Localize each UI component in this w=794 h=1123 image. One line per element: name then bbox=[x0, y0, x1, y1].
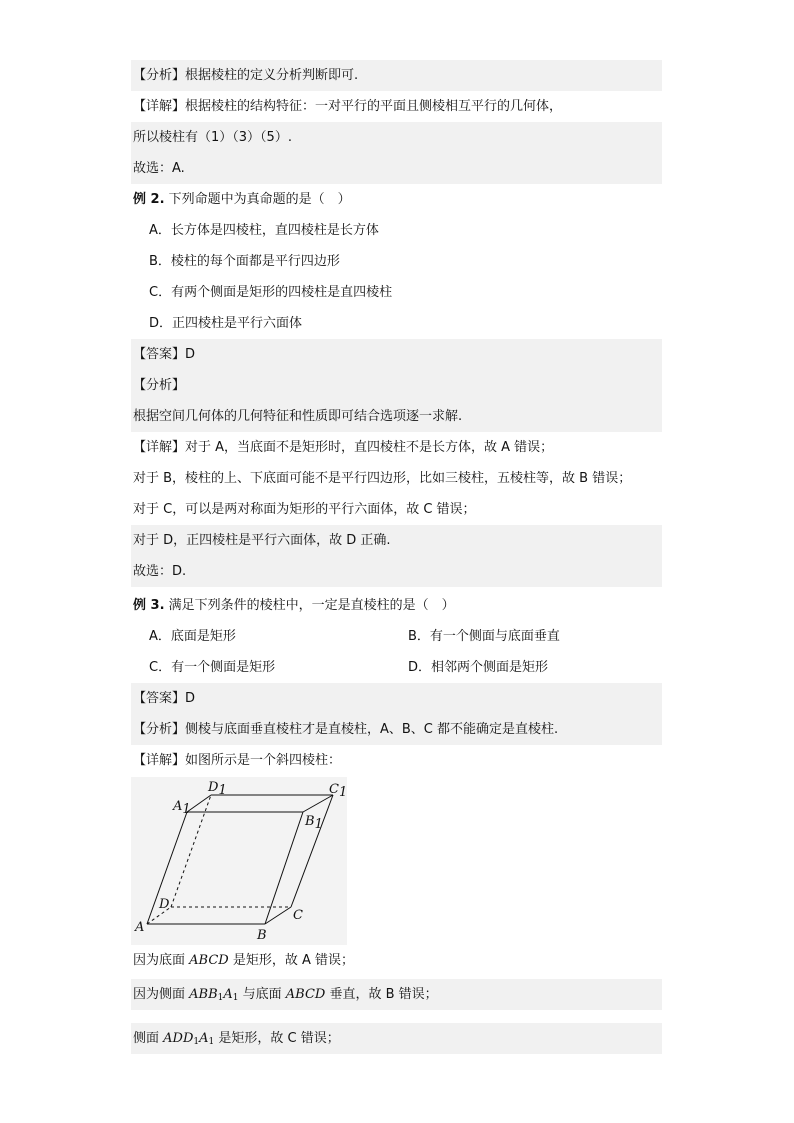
option-d: D．正四棱柱是平行六面体 bbox=[149, 316, 303, 331]
reason-b-prefix: 因为侧面 bbox=[133, 987, 190, 1002]
reason-c-line bbox=[131, 1023, 662, 1054]
analysis-line-2: 【分析】侧棱与底面垂直棱柱才是直棱柱，A、B、C 都不能确定是直棱柱. bbox=[131, 714, 662, 745]
selection-line: 故选：A. bbox=[131, 153, 662, 184]
reason-a-prefix: 因为底面 bbox=[133, 953, 190, 968]
conclusion-line: 所以棱柱有（1）（3）（5）. bbox=[131, 122, 662, 153]
option-d: D．相邻两个侧面是矩形 bbox=[408, 660, 549, 675]
face-abcd: ABCD bbox=[189, 953, 229, 968]
detail-a: 【详解】对于 A，当底面不是矩形时，直四棱柱不是长方体，故 A 错误； bbox=[133, 440, 554, 455]
reason-a-line bbox=[131, 945, 662, 976]
option-row-2 bbox=[131, 652, 662, 683]
reason-b-middle: 与底面 bbox=[238, 987, 286, 1002]
example-3-question bbox=[131, 590, 662, 621]
option-a: A．底面是矩形 bbox=[149, 629, 236, 644]
selection-line-2: 故选：D. bbox=[131, 556, 662, 587]
label-c: C bbox=[293, 908, 303, 923]
reason-c-suffix: 是矩形，故 C 错误； bbox=[214, 1031, 340, 1046]
analysis-text: 根据空间几何体的几何特征和性质即可结合选项逐一求解. bbox=[131, 401, 662, 432]
detail-b: 对于 B，棱柱的上、下底面可能不是平行四边形，比如三棱柱，五棱柱等，故 B 错误； bbox=[133, 471, 632, 486]
label-d1: D1 bbox=[208, 780, 227, 798]
label-a: A bbox=[135, 920, 145, 935]
detail-line: 【详解】根据棱柱的结构特征：一对平行的平面且侧棱相互平行的几何体， bbox=[133, 99, 563, 114]
option-c: C．有两个侧面是矩形的四棱柱是直四棱柱 bbox=[149, 285, 393, 300]
detail-d: 对于 D，正四棱柱是平行六面体，故 D 正确. bbox=[131, 525, 662, 556]
analysis-line: 【分析】根据棱柱的定义分析判断即可. bbox=[131, 60, 662, 91]
answer-line-2: 【答案】D bbox=[131, 683, 662, 714]
example-2-label: 例 2. bbox=[133, 192, 165, 207]
edge-c1-b1 bbox=[303, 795, 333, 812]
example-3-text: 满足下列条件的棱柱中，一定是直棱柱的是（ ） bbox=[168, 598, 455, 613]
prism-svg bbox=[131, 777, 347, 945]
oblique-prism-figure bbox=[131, 777, 347, 945]
option-row-1 bbox=[131, 621, 662, 652]
option-a: A．长方体是四棱柱，直四棱柱是长方体 bbox=[149, 223, 379, 238]
detail-line-2: 【详解】如图所示是一个斜四棱柱： bbox=[133, 753, 342, 768]
option-b: B．棱柱的每个面都是平行四边形 bbox=[149, 254, 340, 269]
reason-c-prefix: 侧面 bbox=[133, 1031, 164, 1046]
answer-line: 【答案】D bbox=[131, 339, 662, 370]
face-add1a1: $ADD_1A_1$ bbox=[163, 1031, 215, 1047]
option-b: B．有一个侧面与底面垂直 bbox=[408, 629, 560, 644]
label-d: D bbox=[159, 897, 170, 912]
label-c1: C1 bbox=[329, 782, 347, 800]
example-3-label: 例 3. bbox=[133, 598, 165, 613]
option-c: C．有一个侧面是矩形 bbox=[149, 660, 276, 675]
reason-b-suffix: 垂直，故 B 错误； bbox=[325, 987, 438, 1002]
face-abb1a1: $ABB_1A_1$ bbox=[189, 987, 239, 1003]
label-a1: A1 bbox=[173, 799, 191, 817]
example-2-question bbox=[131, 184, 662, 215]
analysis-heading: 【分析】 bbox=[131, 370, 662, 401]
detail-c: 对于 C，可以是两对称面为矩形的平行六面体，故 C 错误； bbox=[133, 502, 476, 517]
edge-b-c bbox=[265, 907, 291, 924]
reason-b-line bbox=[131, 979, 662, 1010]
reason-a-suffix: 是矩形，故 A 错误； bbox=[228, 953, 354, 968]
face-abcd-2: ABCD bbox=[285, 987, 326, 1002]
example-2-text: 下列命题中为真命题的是（ ） bbox=[168, 192, 351, 207]
label-b1: B1 bbox=[305, 814, 323, 832]
label-b: B bbox=[257, 928, 267, 943]
